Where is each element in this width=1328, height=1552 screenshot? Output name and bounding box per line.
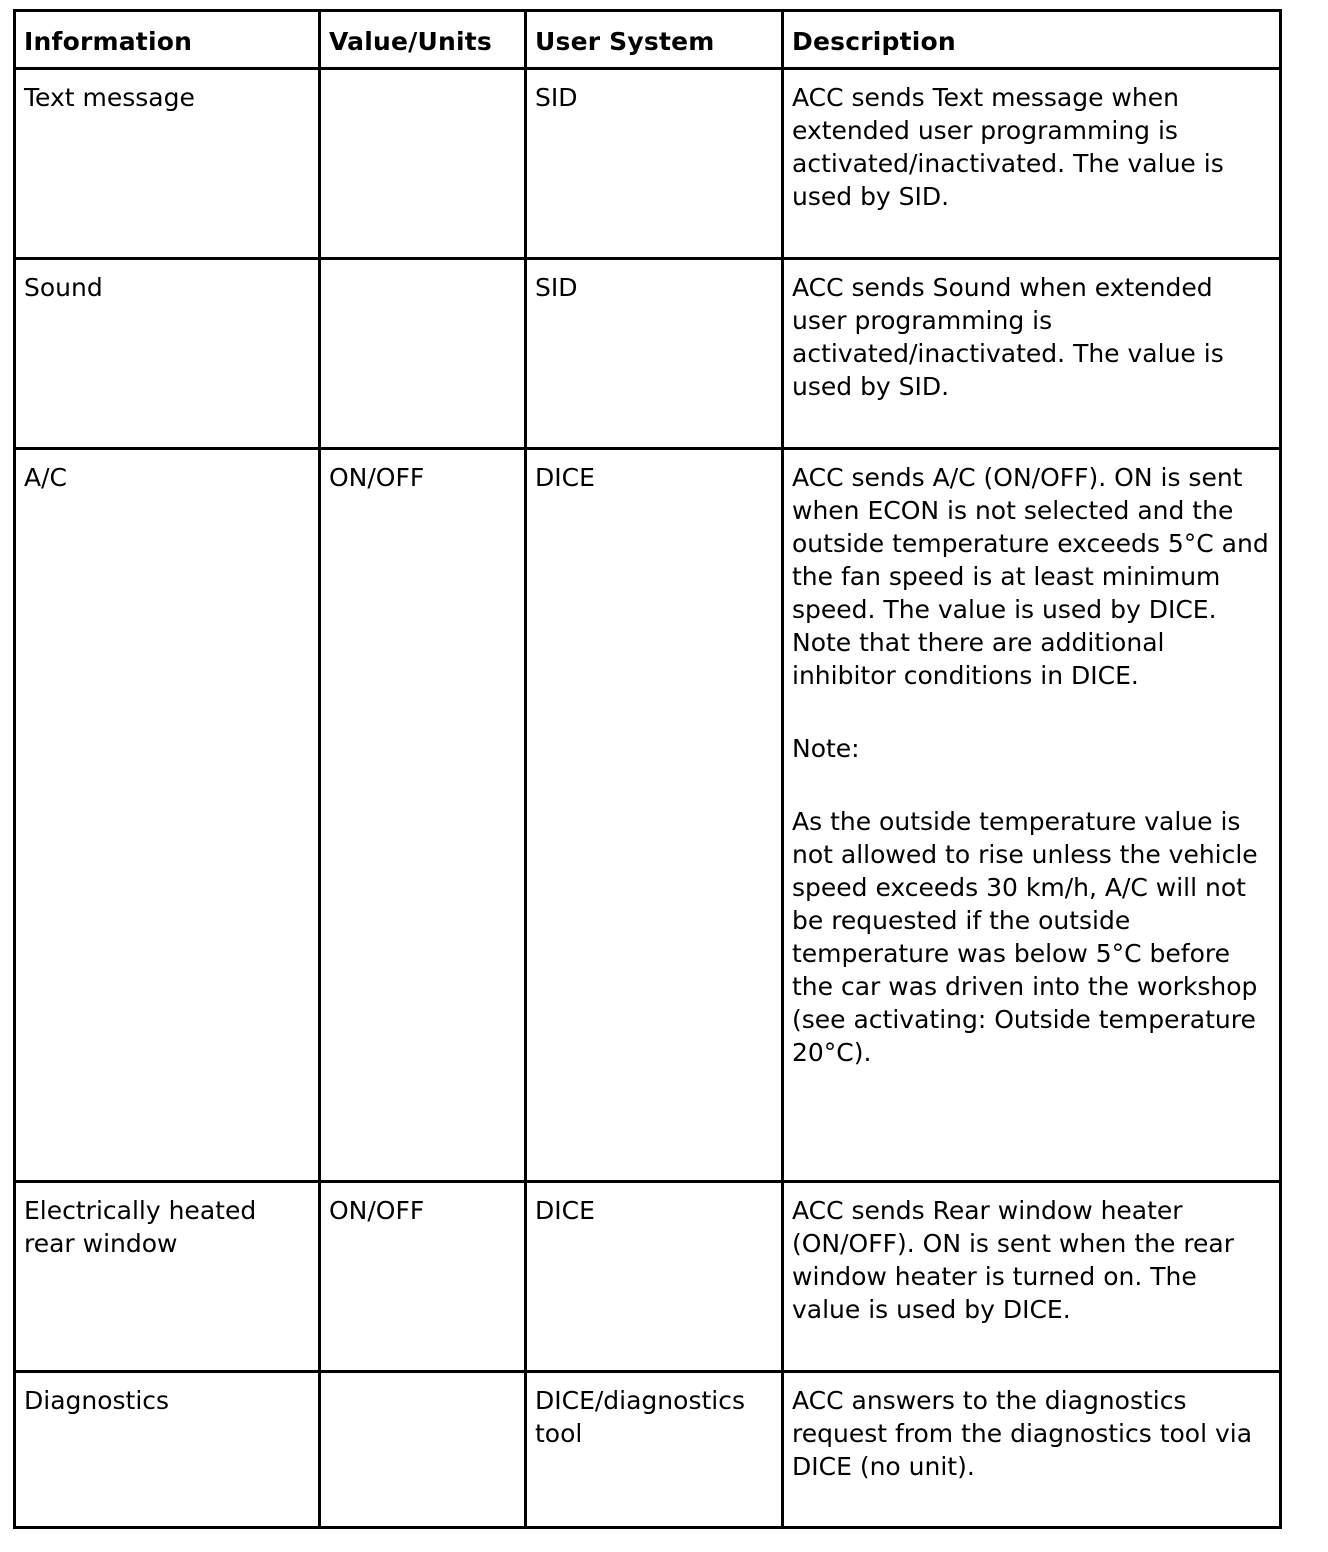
cell-value-units: ON/OFF <box>320 1182 526 1372</box>
header-value-units: Value/Units <box>320 11 526 69</box>
cell-value-units <box>320 69 526 259</box>
cell-user-system: DICE/diagnostics tool <box>526 1372 783 1528</box>
cell-description <box>783 69 1281 259</box>
header-description: Description <box>783 11 1281 69</box>
table-row <box>15 449 1281 1182</box>
spec-table <box>13 9 1282 1529</box>
table-row <box>15 1372 1281 1528</box>
cell-user-system: DICE <box>526 1182 783 1372</box>
description-note-label: Note: <box>792 734 860 763</box>
cell-user-system: SID <box>526 259 783 449</box>
cell-description <box>783 449 1281 1182</box>
cell-description <box>783 259 1281 449</box>
description-paragraph: As the outside temperature value is not allowed to rise unless the vehicle speed exceeds 30 km/h, A/C will not be requested if the outside temperature was below 5°C before the car was driven into the workshop (see activating: Outside temperature 20°C). <box>792 807 1258 1067</box>
description-paragraph: ACC sends Sound when extended user programming is activated/inactivated. The value is used by SID. <box>792 273 1224 401</box>
cell-information: Sound <box>15 259 320 449</box>
cell-information: Diagnostics <box>15 1372 320 1528</box>
cell-description <box>783 1372 1281 1528</box>
cell-information: Electrically heated rear window <box>15 1182 320 1372</box>
header-user-system: User System <box>526 11 783 69</box>
cell-information: A/C <box>15 449 320 1182</box>
cell-user-system: DICE <box>526 449 783 1182</box>
table-row <box>15 259 1281 449</box>
description-paragraph: ACC answers to the diagnostics request from the diagnostics tool via DICE (no unit). <box>792 1386 1253 1481</box>
cell-value-units <box>320 1372 526 1528</box>
header-row <box>15 11 1281 69</box>
description-paragraph: ACC sends Rear window heater (ON/OFF). ON is sent when the rear window heater is turned on. The value is used by DICE. <box>792 1196 1235 1324</box>
cell-information: Text message <box>15 69 320 259</box>
table-row <box>15 69 1281 259</box>
cell-value-units: ON/OFF <box>320 449 526 1182</box>
cell-user-system: SID <box>526 69 783 259</box>
cell-value-units <box>320 259 526 449</box>
header-information: Information <box>15 11 320 69</box>
description-paragraph: ACC sends A/C (ON/OFF). ON is sent when ECON is not selected and the outside temperature exceeds 5°C and the fan speed is at least minimum speed. The value is used by DICE. Note that there are additional inhibitor conditions in DICE. <box>792 463 1269 690</box>
cell-description <box>783 1182 1281 1372</box>
table-row <box>15 1182 1281 1372</box>
description-paragraph: ACC sends Text message when extended user programming is activated/inactivated. The value is used by SID. <box>792 83 1224 211</box>
